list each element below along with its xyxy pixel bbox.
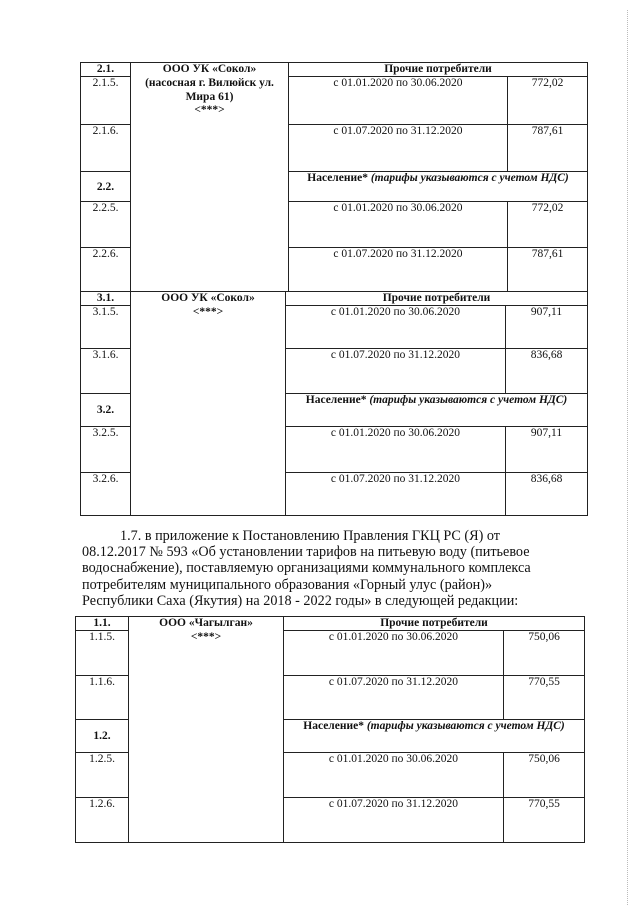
period-cell: с 01.01.2020 по 30.06.2020 bbox=[289, 202, 508, 248]
price-cell: 772,02 bbox=[508, 202, 588, 248]
category-header bbox=[289, 172, 588, 202]
period-cell: с 01.01.2020 по 30.06.2020 bbox=[286, 306, 506, 349]
org-name: ООО «Чагылган» bbox=[159, 617, 253, 629]
org-location-line: Мира 61) bbox=[185, 90, 234, 103]
period-cell: с 01.01.2020 по 30.06.2020 bbox=[284, 631, 504, 676]
org-footnote-mark: <***> bbox=[194, 104, 225, 117]
org-footnote-mark: <***> bbox=[190, 630, 222, 643]
period-cell: с 01.01.2020 по 30.06.2020 bbox=[289, 77, 508, 125]
category-header: Прочие потребители bbox=[289, 63, 588, 77]
price-cell: 907,11 bbox=[506, 427, 588, 473]
group-number: 1.1. bbox=[76, 617, 129, 631]
category-note: (тарифы указываются с учетом НДС) bbox=[370, 172, 569, 185]
price-cell: 770,55 bbox=[504, 798, 585, 843]
row-number: 2.1.5. bbox=[81, 77, 131, 125]
price-cell: 750,06 bbox=[504, 631, 585, 676]
tariff-table-1 bbox=[80, 62, 588, 292]
category-title: Население* bbox=[303, 720, 364, 733]
category-header: Прочие потребители bbox=[284, 617, 585, 631]
row-number: 2.2.5. bbox=[81, 202, 131, 248]
org-name: ООО УК «Сокол» bbox=[161, 292, 255, 304]
category-header: Прочие потребители bbox=[286, 292, 588, 306]
price-cell: 772,02 bbox=[508, 77, 588, 125]
price-cell: 770,55 bbox=[504, 676, 585, 720]
organization-cell bbox=[131, 292, 286, 516]
group-number: 2.2. bbox=[81, 172, 131, 202]
group-number: 2.1. bbox=[81, 63, 131, 77]
period-cell: с 01.07.2020 по 31.12.2020 bbox=[289, 248, 508, 292]
paragraph-line: водоснабжение), поставляемую организациями коммунального комплекса bbox=[82, 560, 531, 577]
price-cell: 750,06 bbox=[504, 753, 585, 798]
organization-cell bbox=[131, 63, 289, 292]
price-cell: 907,11 bbox=[506, 306, 588, 349]
row-number: 3.2.5. bbox=[81, 427, 131, 473]
price-cell: 787,61 bbox=[508, 125, 588, 172]
row-number: 3.1.6. bbox=[81, 349, 131, 394]
price-cell: 787,61 bbox=[508, 248, 588, 292]
amendment-paragraph bbox=[82, 528, 582, 609]
org-footnote-mark: <***> bbox=[192, 305, 224, 318]
category-title: Население* bbox=[305, 394, 367, 407]
period-cell: с 01.01.2020 по 30.06.2020 bbox=[284, 753, 504, 798]
paragraph-line: 08.12.2017 № 593 «Об установлении тарифов на питьевую воду (питьевое bbox=[82, 544, 530, 561]
price-cell: 836,68 bbox=[506, 473, 588, 516]
org-location-line: (насосная г. Вилюйск ул. bbox=[145, 76, 274, 89]
group-number: 1.2. bbox=[76, 720, 129, 753]
org-name: ООО УК «Сокол» bbox=[162, 63, 257, 75]
period-cell: с 01.07.2020 по 31.12.2020 bbox=[284, 676, 504, 720]
row-number: 3.1.5. bbox=[81, 306, 131, 349]
tariff-table-2 bbox=[80, 291, 588, 516]
period-cell: с 01.07.2020 по 31.12.2020 bbox=[289, 125, 508, 172]
price-cell: 836,68 bbox=[506, 349, 588, 394]
category-header bbox=[286, 394, 588, 427]
row-number: 2.1.6. bbox=[81, 125, 131, 172]
row-number: 3.2.6. bbox=[81, 473, 131, 516]
organization-cell bbox=[129, 617, 284, 843]
row-number: 1.1.5. bbox=[76, 631, 129, 676]
row-number: 2.2.6. bbox=[81, 248, 131, 292]
scan-edge-artifact bbox=[627, 10, 640, 905]
period-cell: с 01.07.2020 по 31.12.2020 bbox=[286, 349, 506, 394]
group-number: 3.2. bbox=[81, 394, 131, 427]
paragraph-line: потребителям муниципального образования «Горный улус (район)» bbox=[82, 576, 493, 593]
period-cell: с 01.01.2020 по 30.06.2020 bbox=[286, 427, 506, 473]
category-header bbox=[284, 720, 585, 753]
period-cell: с 01.07.2020 по 31.12.2020 bbox=[286, 473, 506, 516]
period-cell: с 01.07.2020 по 31.12.2020 bbox=[284, 798, 504, 843]
paragraph-line: 1.7. в приложение к Постановлению Правления ГКЦ РС (Я) от bbox=[120, 528, 501, 544]
category-note: (тарифы указываются с учетом НДС) bbox=[369, 394, 568, 407]
row-number: 1.2.6. bbox=[76, 798, 129, 843]
row-number: 1.1.6. bbox=[76, 676, 129, 720]
paragraph-line: Республики Саха (Якутия) на 2018 - 2022 годы» в следующей редакции: bbox=[82, 592, 519, 609]
category-note: (тарифы указываются с учетом НДС) bbox=[366, 720, 565, 733]
row-number: 1.2.5. bbox=[76, 753, 129, 798]
tariff-table-3 bbox=[75, 616, 585, 843]
group-number: 3.1. bbox=[81, 292, 131, 306]
category-title: Население* bbox=[307, 172, 368, 185]
